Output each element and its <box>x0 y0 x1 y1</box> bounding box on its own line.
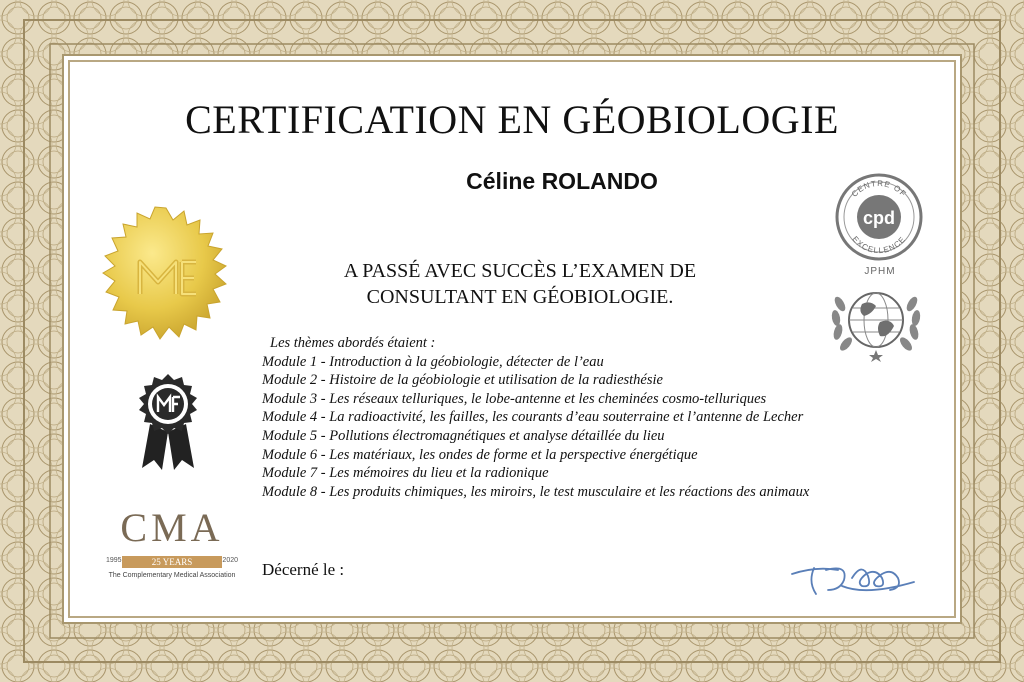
mf-ribbon-badge-icon <box>136 372 200 472</box>
module-item: Module 3 - Les réseaux telluriques, le lobe-antenne et les cheminées cosmo-telluriques <box>262 390 767 407</box>
awarded-date-label: Décerné le : <box>262 560 345 579</box>
cpd-top-text: CENTRE OF <box>849 178 909 199</box>
cpd-bottom-text: EXCELLENCE <box>850 234 908 256</box>
cma-association-name: The Complementary Medical Association <box>108 572 236 579</box>
cma-logo <box>104 500 240 588</box>
passed-line-2: CONSULTANT EN GÉOBIOLOGIE. <box>366 286 674 308</box>
module-item: Module 7 - Les mémoires du lieu et la radionique <box>262 465 549 482</box>
module-item: Module 6 - Les matériaux, les ondes de forme et la perspective énergétique <box>262 446 698 463</box>
cma-year-end: 2020 <box>222 557 238 564</box>
cpd-center-text: cpd <box>862 208 896 228</box>
module-item: Module 5 - Pollutions électromagnétiques et analyse détaillée du lieu <box>262 427 665 444</box>
recipient-name: Céline ROLANDO <box>466 168 658 194</box>
cpd-badge-icon <box>834 172 924 262</box>
passed-statement <box>270 258 770 310</box>
module-item: Module 8 - Les produits chimiques, les miroirs, le test musculaire et les réactions des animaux <box>262 483 810 500</box>
certificate-title: CERTIFICATION EN GÉOBIOLOGIE <box>185 97 839 142</box>
passed-line-1: A PASSÉ AVEC SUCCÈS L’EXAMEN DE <box>343 260 697 282</box>
cma-years-banner: 25 YEARS <box>122 556 222 568</box>
module-item: Module 4 - La radioactivité, les failles, les courants d’eau souterraine et l’antenne de Lecher <box>262 409 804 426</box>
themes-intro: Les thèmes abordés étaient : <box>270 335 436 351</box>
gold-seal-icon <box>96 206 236 346</box>
signature-mark <box>786 556 926 600</box>
cma-year-start: 1995 <box>106 557 122 564</box>
module-item: Module 2 - Histoire de la géobiologie et utilisation de la radiesthésie <box>262 372 663 389</box>
jphm-label: JPHM <box>864 266 896 277</box>
globe-laurel-icon <box>826 282 926 362</box>
cma-letters: CMA <box>120 505 224 550</box>
module-item: Module 1 - Introduction à la géobiologie, détecter de l’eau <box>262 353 604 370</box>
